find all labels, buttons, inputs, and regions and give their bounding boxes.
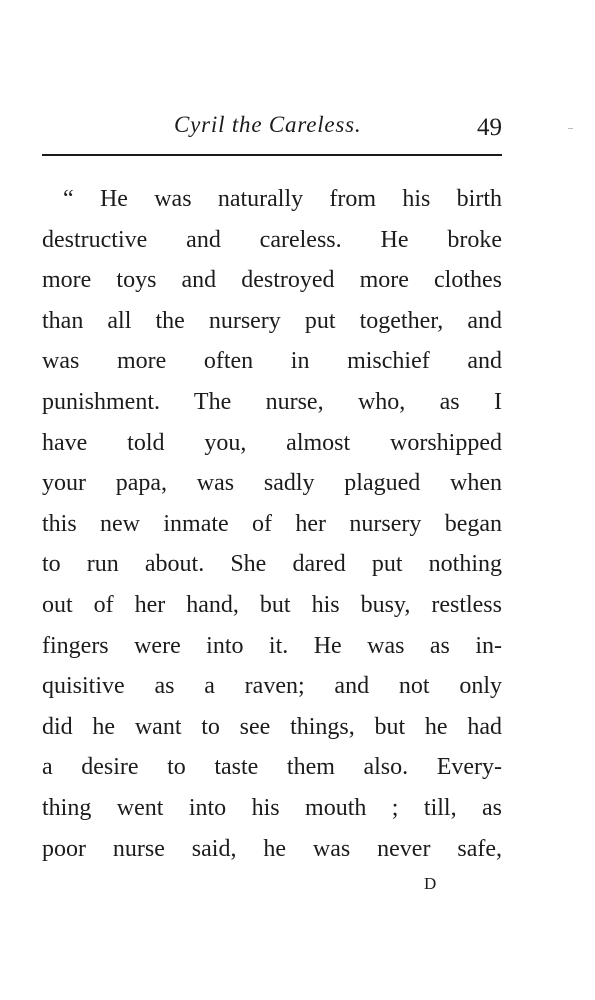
edge-mark [568,128,573,129]
text-line: have told you, almost worshipped [42,429,502,456]
text-line: destructive and careless. He broke [42,226,502,253]
text-line: than all the nursery put together, and [42,307,502,334]
text-line: more toys and destroyed more clothes [42,267,502,294]
text-line: to run about. She dared put nothing [42,551,502,578]
text-line: “ He was naturally from his birth [63,186,502,212]
text-line: punishment. The nurse, who, as I [42,388,502,415]
text-line: your papa, was sadly plagued when [42,470,502,497]
running-title: Cyril the Careless. [174,112,362,137]
text-line: did he want to see things, but he had [42,713,502,740]
page-number: 49 [477,114,502,141]
text-line: this new inmate of her nursery began [42,510,502,537]
text-line: fingers were into it. He was as in- [42,632,502,659]
body-text [42,179,502,869]
text-line: poor nurse said, he was never safe, [42,835,502,862]
text-line: thing went into his mouth ; till, as [42,794,502,821]
page-header [42,110,502,144]
text-line: a desire to taste them also. Every- [42,754,502,781]
header-rule [42,154,502,156]
signature-mark: D [424,874,438,893]
text-line: out of her hand, but his busy, restless [42,591,502,618]
text-line: quisitive as a raven; and not only [42,673,502,700]
text-line: was more often in mischief and [42,348,502,375]
